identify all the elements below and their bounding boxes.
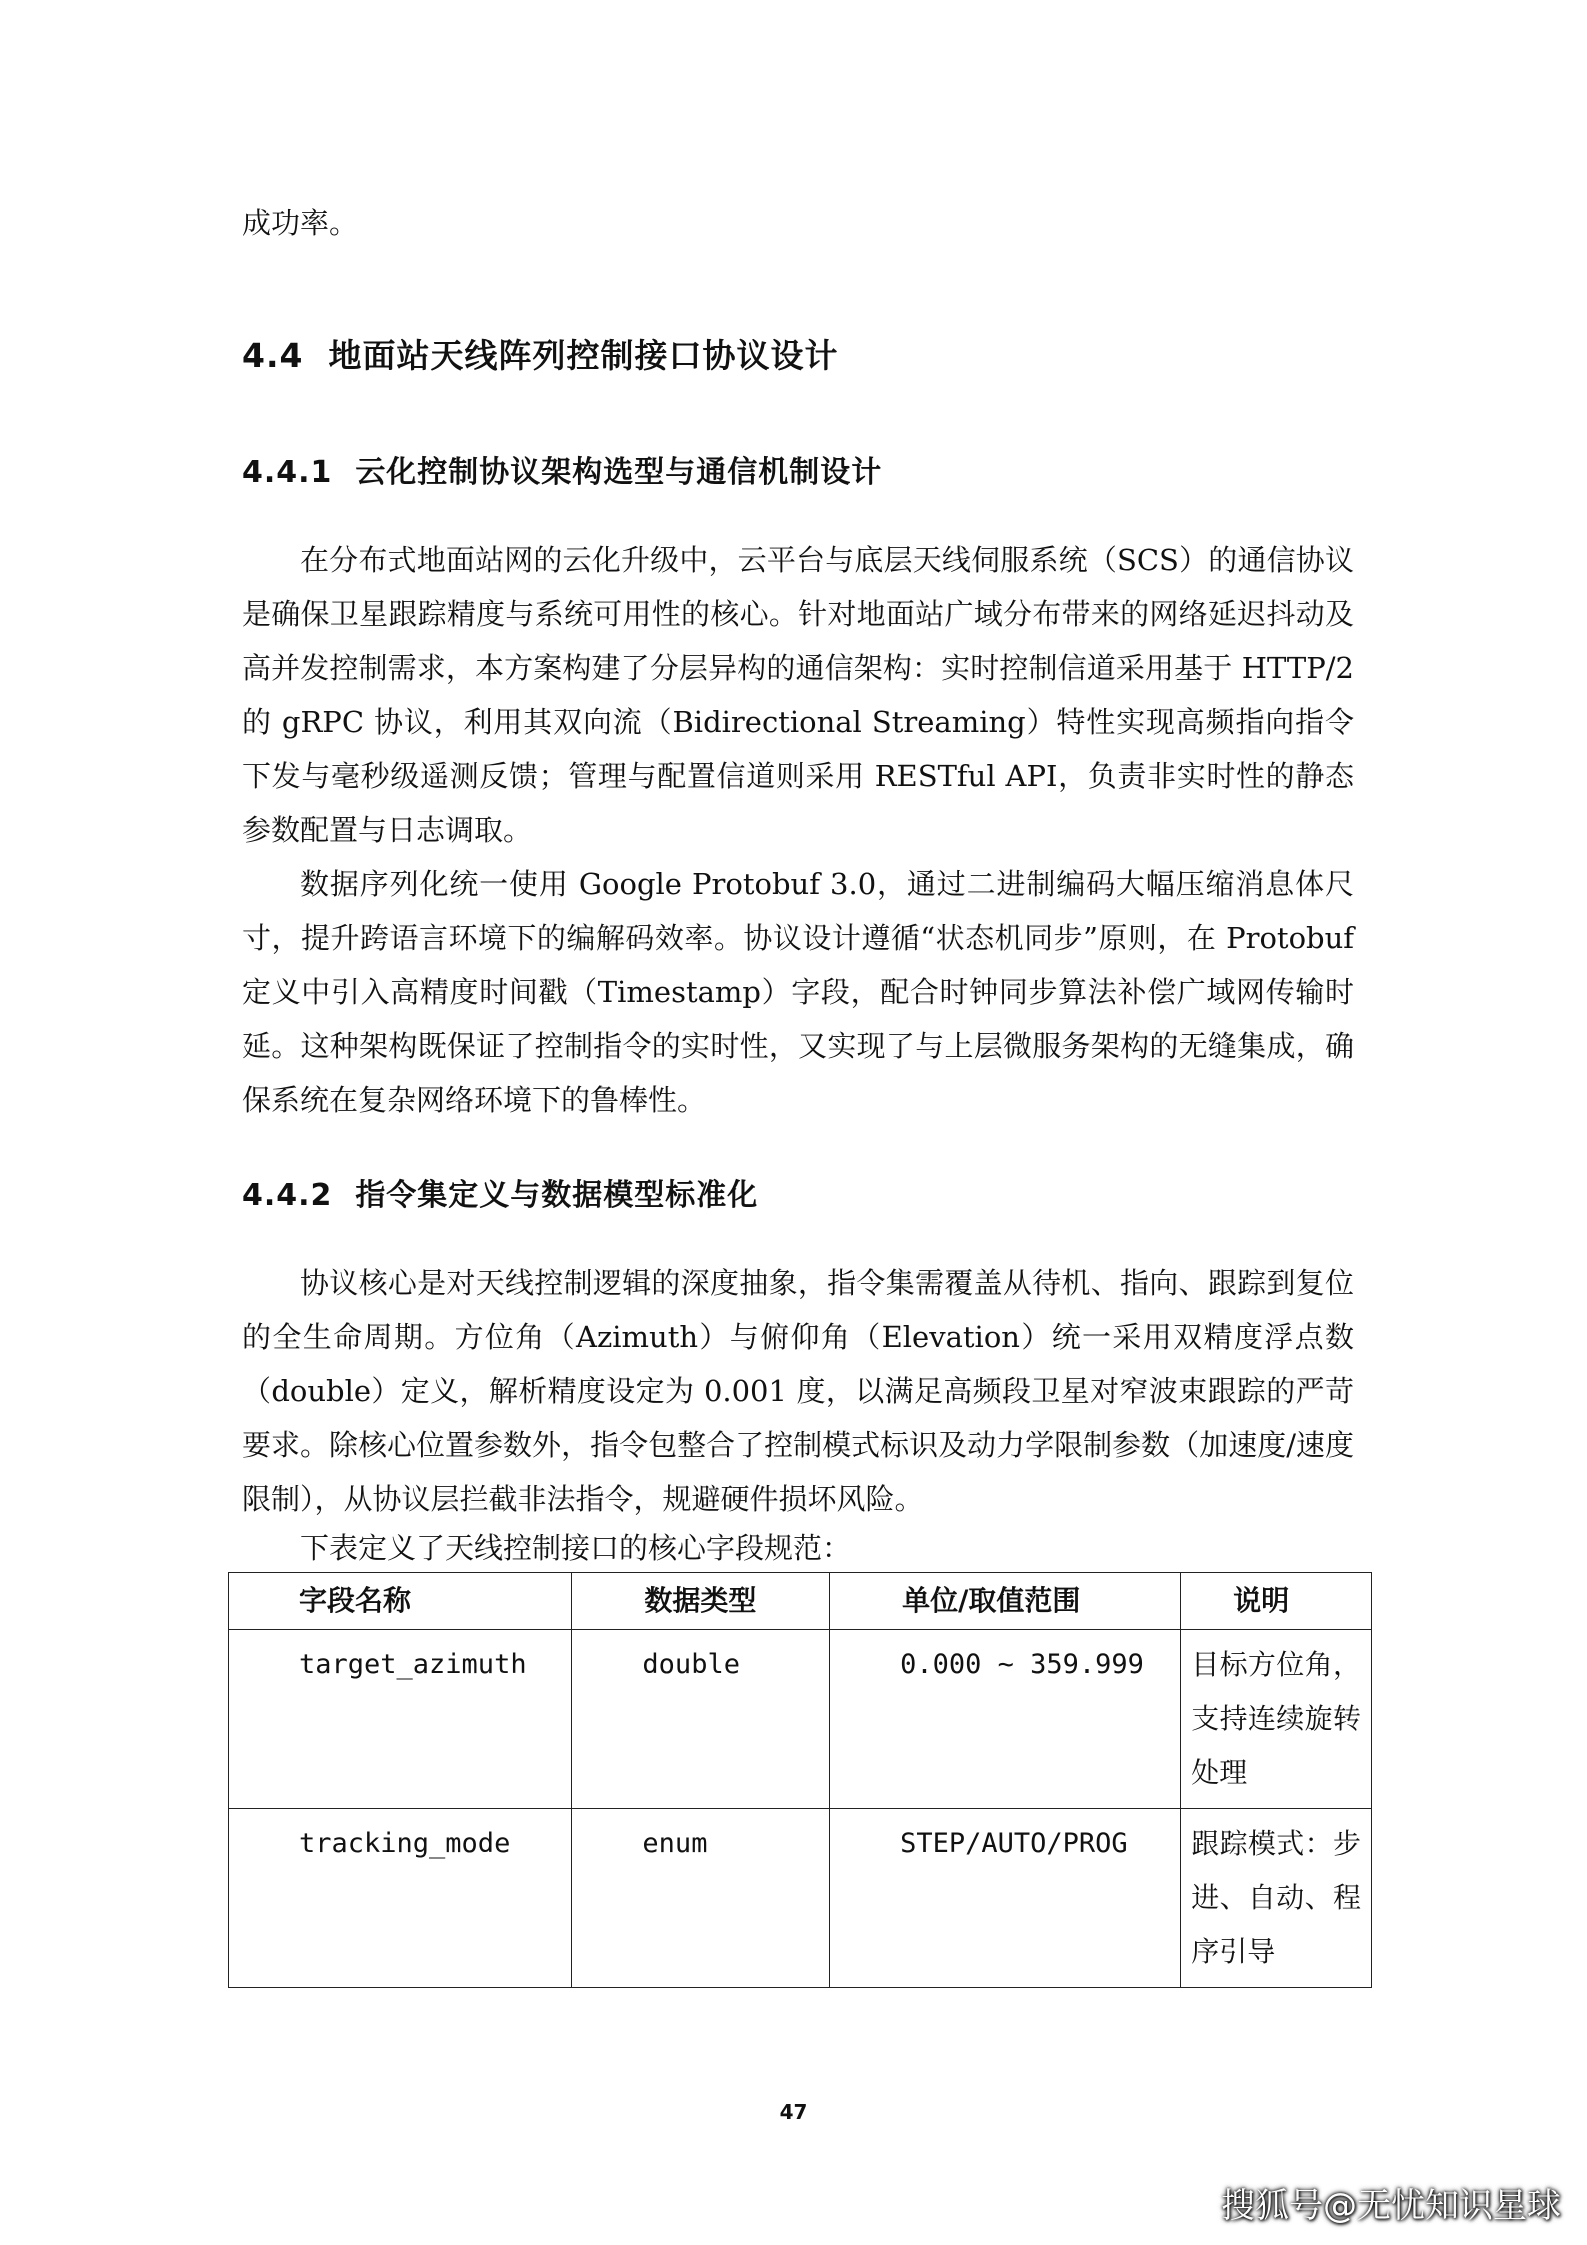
page-number: 47	[779, 2100, 808, 2124]
cell-field: tracking_mode	[229, 1809, 572, 1988]
subsection-number-1: 4.4.1	[242, 455, 333, 490]
header-description: 说明	[1181, 1573, 1372, 1630]
cell-description: 目标方位角，支持连续旋转处理	[1181, 1630, 1372, 1809]
subsection-heading-1	[242, 447, 882, 491]
subsection-number-2: 4.4.2	[242, 1178, 333, 1213]
paragraph-instruction-set: 协议核心是对天线控制逻辑的深度抽象，指令集需覆盖从待机、指向、跟踪到复位的全生命周期。方位角（Azimuth）与俯仰角（Elevation）统一采用双精度浮点数（double）定义，解析精度设定为 0.001 度，以满足高频段卫星对窄波束跟踪的严苛要求。除核心位置参数外，指令包整合了控制模式标识及动力学限制参数（加速度/速度限制），从协议层拦截非法指令，规避硬件损坏风险。	[242, 1266, 1354, 1516]
table-header-row	[229, 1573, 1372, 1630]
table-intro-text: 下表定义了天线控制接口的核心字段规范：	[300, 1531, 852, 1565]
section-heading	[242, 330, 838, 377]
section-number: 4.4	[242, 336, 304, 375]
cell-range: STEP/AUTO/PROG	[830, 1809, 1181, 1988]
paragraph-serialization: 数据序列化统一使用 Google Protobuf 3.0，通过二进制编码大幅压缩消息体尺寸，提升跨语言环境下的编解码效率。协议设计遵循“状态机同步”原则，在 Protobuf 定义中引入高精度时间戳（Timestamp）字段，配合时钟同步算法补偿广域网传输时延。这种架构既保证了控制指令的实时性，又实现了与上层微服务架构的无缝集成，确保系统在复杂网络环境下的鲁棒性。	[242, 867, 1354, 1117]
cell-description: 跟踪模式：步进、自动、程序引导	[1181, 1809, 1372, 1988]
cell-type: enum	[572, 1809, 830, 1988]
cell-field: target_azimuth	[229, 1630, 572, 1809]
intro-tail-text: 成功率。	[242, 206, 359, 240]
subsection-title-1: 云化控制协议架构选型与通信机制设计	[355, 455, 883, 490]
header-range: 单位/取值范围	[830, 1573, 1181, 1630]
section-title: 地面站天线阵列控制接口协议设计	[328, 336, 839, 375]
field-spec-table	[228, 1572, 1372, 1988]
watermark-text: 搜狐号@无忧知识星球	[1221, 2186, 1561, 2226]
header-field-name: 字段名称	[229, 1573, 572, 1630]
header-data-type: 数据类型	[572, 1573, 830, 1630]
subsection-heading-2	[242, 1170, 758, 1214]
table-row	[229, 1809, 1372, 1988]
paragraph-architecture: 在分布式地面站网的云化升级中，云平台与底层天线伺服系统（SCS）的通信协议是确保卫星跟踪精度与系统可用性的核心。针对地面站广域分布带来的网络延迟抖动及高并发控制需求，本方案构建了分层异构的通信架构：实时控制信道采用基于 HTTP/2 的 gRPC 协议，利用其双向流（Bidirectional Streaming）特性实现高频指向指令下发与毫秒级遥测反馈；管理与配置信道则采用 RESTful API，负责非实时性的静态参数配置与日志调取。	[242, 543, 1354, 847]
subsection-title-2: 指令集定义与数据模型标准化	[355, 1178, 759, 1213]
cell-type: double	[572, 1630, 830, 1809]
table-row	[229, 1630, 1372, 1809]
cell-range: 0.000 ~ 359.999	[830, 1630, 1181, 1809]
